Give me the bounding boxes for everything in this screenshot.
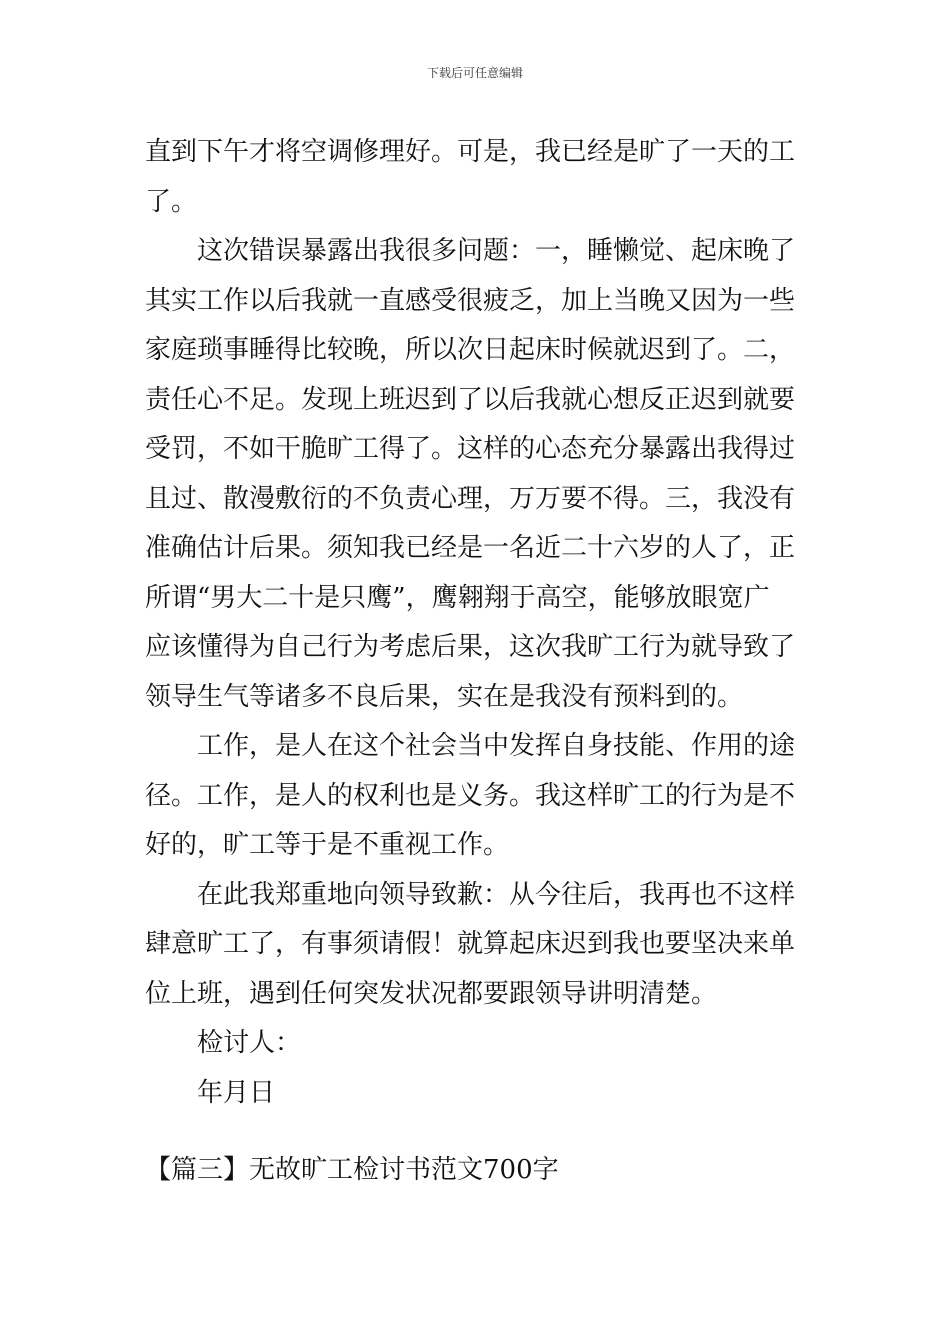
page-header-note: 下载后可任意编辑 bbox=[426, 66, 523, 80]
body-line: 直到下午才将空调修理好。可是，我已经是旷了一天的工 bbox=[145, 137, 796, 167]
body-line: 径。工作，是人的权利也是义务。我这样旷工的行为是不 bbox=[145, 780, 796, 811]
body-line: 家庭琐事睡得比较晚，所以次日起床时候就迟到了。二， bbox=[145, 335, 796, 365]
body-line: 应该懂得为自己行为考虑后果，这次我旷工行为就导致了 bbox=[145, 632, 796, 662]
section-title: 【篇三】无故旷工检讨书范文700字 bbox=[145, 1155, 559, 1185]
body-line: 肆意旷工了，有事须请假！就算起床迟到我也要坚决来单 bbox=[145, 929, 796, 959]
body-line: 且过、散漫敷衍的不负责心理，万万要不得。三，我没有 bbox=[145, 483, 796, 514]
paragraph-start-line: 在此我郑重地向领导致歉：从今往后，我再也不这样 bbox=[197, 879, 796, 910]
body-line: 领导生气等诸多不良后果，实在是我没有预料到的。 bbox=[145, 681, 744, 712]
body-line: 好的，旷工等于是不重视工作。 bbox=[145, 830, 510, 860]
body-line: 责任心不足。发现上班迟到了以后我就心想反正迟到就要 bbox=[145, 384, 796, 415]
body-line: 其实工作以后我就一直感受很疲乏，加上当晚又因为一些 bbox=[145, 285, 796, 316]
body-line: 了。 bbox=[145, 186, 198, 217]
body-line: 位上班，遇到任何突发状况都要跟领导讲明清楚。 bbox=[145, 978, 718, 1009]
paragraph-start-line: 工作，是人在这个社会当中发挥自身技能、作用的途 bbox=[197, 731, 796, 761]
signature-label: 检讨人： bbox=[197, 1028, 302, 1058]
body-line: 所谓“男大二十是只鹰”，鹰翱翔于高空，能够放眼宽广 bbox=[145, 582, 770, 613]
paragraph-start-line: 这次错误暴露出我很多问题：一，睡懒觉、起床晚了 bbox=[197, 236, 796, 266]
document-body bbox=[145, 128, 810, 1118]
body-line: 准确估计后果。须知我已经是一名近二十六岁的人了，正 bbox=[145, 533, 796, 563]
date-label: 年月日 bbox=[197, 1077, 276, 1108]
body-line: 受罚，不如干脆旷工得了。这样的心态充分暴露出我得过 bbox=[145, 434, 796, 464]
